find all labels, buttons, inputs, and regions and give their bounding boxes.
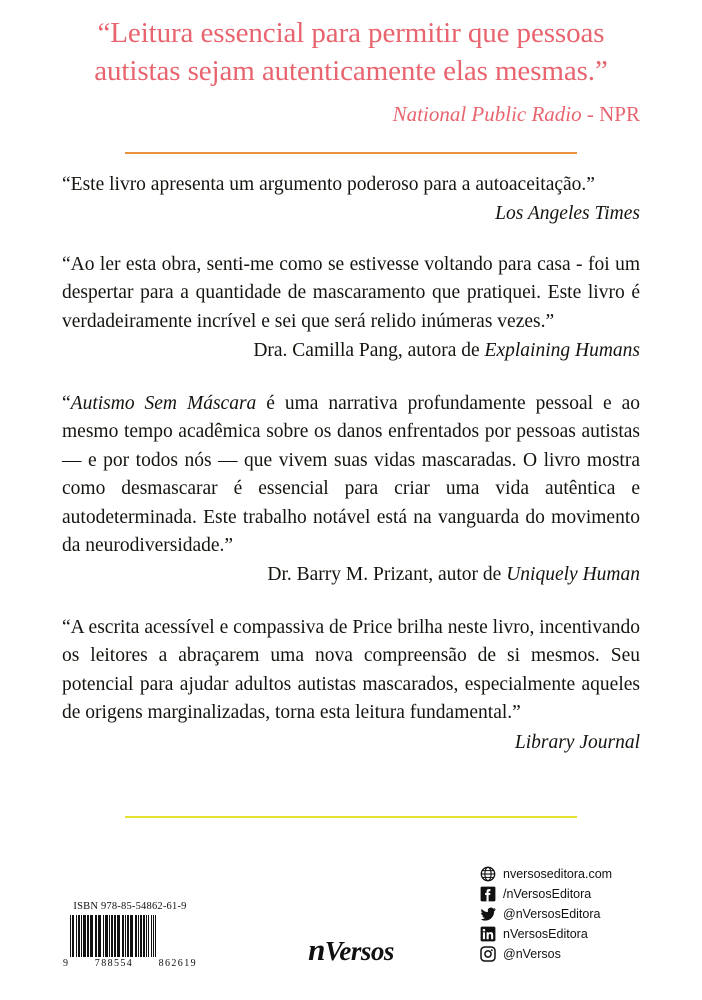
- hero-quote-attribution: [62, 101, 640, 128]
- isbn-text: ISBN 978-85-54862-61-9: [73, 901, 187, 912]
- blurb-text: “Ao ler esta obra, senti-me como se estivesse voltando para casa - foi um despertar para a quantidade de mascaramento que pratiquei. Este livro é verdadeiramente incrível e sei que será relido inúmeras vezes.”: [62, 253, 640, 332]
- blurb-text: [62, 390, 640, 561]
- blurb-attribution: [62, 337, 640, 365]
- blurb-barry-prizant: [62, 390, 640, 590]
- hero-attribution-suffix: - NPR: [581, 101, 640, 126]
- blurb-attribution-person: Dra. Camilla Pang, autora de: [253, 340, 485, 362]
- globe-icon: [480, 866, 496, 882]
- divider-bottom: [125, 816, 577, 818]
- linkedin-icon: [480, 926, 496, 942]
- blurb-attribution: [62, 561, 640, 589]
- blurb-attribution: Library Journal: [514, 731, 640, 753]
- barcode-digit-left: 9: [63, 958, 70, 969]
- social-label-linkedin: nVersosEditora: [503, 926, 588, 941]
- instagram-icon: [480, 946, 496, 962]
- barcode-digits: [62, 958, 198, 969]
- blurb-book-title: Autismo Sem Máscara: [70, 392, 257, 414]
- twitter-icon: [480, 906, 496, 922]
- hero-quote: “Leitura essencial para permitir que pessoas autistas sejam autenticamente elas mesmas.”: [94, 17, 608, 88]
- blurb-attribution-person: Dr. Barry M. Prizant, autor de: [267, 564, 507, 586]
- publisher-logo-n: n: [308, 932, 325, 967]
- barcode: [62, 915, 198, 957]
- social-row-instagram[interactable]: [480, 944, 640, 964]
- blurb-list: [62, 171, 640, 757]
- social-label-twitter: @nVersosEditora: [503, 906, 601, 921]
- facebook-icon: [480, 886, 496, 902]
- publisher-logo-rest: Versos: [324, 936, 394, 966]
- blurb-attribution-work: Uniquely Human: [506, 564, 640, 586]
- hero-attribution-source: National Public Radio: [392, 101, 582, 126]
- social-links: [480, 864, 640, 964]
- social-row-website[interactable]: [480, 864, 640, 884]
- blurb-text: “Este livro apresenta um argumento poderoso para a autoaceitação.”: [62, 173, 595, 195]
- blurb-camilla-pang: [62, 251, 640, 366]
- social-row-twitter[interactable]: [480, 904, 640, 924]
- blurb-library-journal: [62, 614, 640, 757]
- blurb-text-rest: é uma narrativa profundamente pessoal e ao mesmo tempo acadêmica sobre os danos enfrentados por pessoas autistas — e por todos nós — que vivem suas vidas mascaradas. O livro mostra como desmascarar é essencial para criar uma vida autêntica e autodeterminada. Este trabalho notável está na vanguarda do movimento da neurodiversidade.”: [62, 392, 640, 556]
- social-label-facebook: /nVersosEditora: [503, 886, 592, 901]
- social-row-facebook[interactable]: [480, 884, 640, 904]
- social-row-linkedin[interactable]: [480, 924, 640, 944]
- isbn-barcode-block: [62, 901, 198, 969]
- social-label-instagram: @nVersos: [503, 946, 561, 961]
- blurb-open-quote: “: [62, 392, 71, 414]
- divider-top: [125, 152, 577, 154]
- social-label-website: nversoseditora.com: [503, 866, 613, 881]
- cover-footer: [0, 824, 702, 1000]
- blurb-attribution: Los Angeles Times: [495, 203, 640, 225]
- blurb-los-angeles-times: [62, 171, 640, 229]
- barcode-digit-group-1: 788554: [94, 958, 134, 969]
- blurb-text: “A escrita acessível e compassiva de Price brilha neste livro, incentivando os leitores a abraçarem uma nova compreensão de si mesmos. Seu potencial para ajudar adultos autistas mascarados, especialmente aqueles de origens marginalizadas, torna esta leitura fundamental.”: [62, 616, 640, 724]
- divider-bottom-wrap: [62, 816, 640, 818]
- blurb-attribution-work: Explaining Humans: [484, 340, 640, 362]
- barcode-digit-group-2: 862619: [158, 958, 197, 969]
